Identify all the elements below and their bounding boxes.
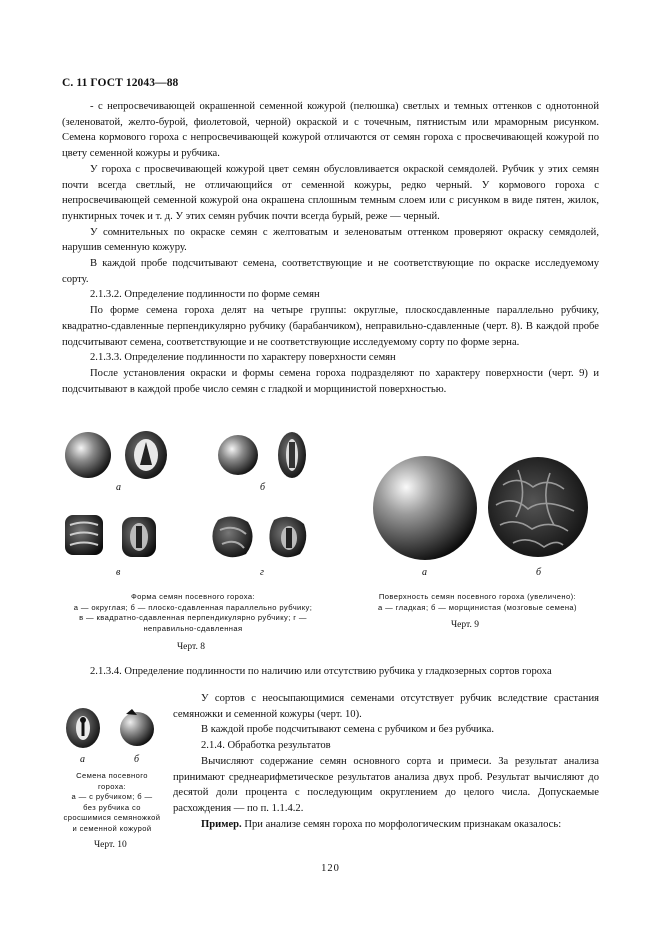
paragraph: - с непросвечивающей окрашенной семенной кожурой (пелюшка) светлых и темных оттенков с однотонной (зеленоватой, желто-бурой, фиолетовой, черной) окраской и с точечным, пятнистым или мраморным рисунком. Семена кормового гороха с непросвечивающей кожурой отличаются от семян гороха с просвечивающей кожурой по цвету семенной кожуры и рубчика.	[62, 101, 599, 160]
section-2134-heading: 2.1.3.4. Определение подлинности по наличию или отсутствию рубчика у гладкозерных сортов гороха	[90, 666, 552, 677]
paragraph: После установления окраски и формы семена гороха подразделяют по характеру поверхности (черт. 9) и подсчитывают в каждой пробе число семян с гладкой и морщинистой поверхностью.	[62, 367, 599, 395]
example-paragraph	[173, 817, 599, 833]
paragraph: У гороха с просвечивающей кожурой цвет семян обусловливается окраской семядолей. Рубчик у этих семян почти всегда светлый, не отличающийся от семенной кожуры, редко черный. У кормового гороха с непросвечивающей семенной кожурой она окрашена сплошным темным слоем или с рисунком в виде пятен, жилок, пунктирных точек и т. д. У этих семян рубчик почти всегда бурый, реже — черный.	[62, 163, 599, 222]
seed-without-hilum	[120, 712, 154, 746]
figure-9-number: Черт. 9	[451, 620, 479, 630]
paragraph: По форме семена гороха делят на четыре группы: округлые, плоскосдавленные параллельно рубчику, квадратно-сдавленные перпендикулярно рубчику (барабанчиком), неправильно-сдавленные (черт. 8). В каждой пробе подсчитывают семена, соответствующие и не соответствующие исследуемому сорту по форме зерна.	[62, 305, 599, 348]
paragraph: В каждой пробе подсчитывают семена, соответствующие и не соответствующие по окраске исследуемому сорту.	[62, 258, 599, 285]
fig9-label-b: б	[536, 567, 542, 578]
figure-8-caption: Форма семян посевного гороха: а — округлая; б — плоско-сдавленная параллельно рубчику; в — квадратно-сдавленная перпендикулярно рубчику; г — неправильно-сдавленная	[73, 592, 313, 633]
seed-flat-1	[218, 435, 258, 475]
fig9-label-a: а	[422, 567, 427, 578]
figure-8-seed-shapes	[60, 420, 325, 580]
page-number: 120	[321, 863, 340, 874]
figure-10-caption: Семена посевного гороха: а — с рубчиком; б — без рубчика со сросшимися семяножкой и семенной кожурой	[63, 771, 161, 833]
section-heading: 2.1.3.2. Определение подлинности по форме семян	[90, 289, 320, 301]
right-column-text	[173, 691, 599, 832]
figure-10-hilum	[62, 707, 162, 749]
figure-10-number: Черт. 10	[94, 840, 127, 850]
seed-smooth	[373, 456, 477, 560]
example-text: При анализе семян гороха по морфологическим признакам оказалось:	[241, 818, 562, 830]
paragraph: У сортов с неосыпающимися семенами отсутствует рубчик вследствие срастания семяножки и семенной кожуры (черт. 10).	[173, 693, 599, 720]
seed-round-1	[65, 432, 111, 478]
example-bold: Пример.	[201, 818, 242, 830]
fig8-label-v: в	[116, 567, 121, 578]
paragraph: В каждой пробе подсчитывают семена с рубчиком и без рубчика.	[201, 724, 495, 736]
figure-8-number: Черт. 8	[177, 642, 205, 652]
main-text	[62, 99, 599, 397]
section-heading: 2.1.3.3. Определение подлинности по характеру поверхности семян	[90, 352, 396, 364]
seed-irregular-1	[212, 516, 252, 557]
fig10-label-a: а	[80, 754, 85, 765]
section-heading: 2.1.4. Обработка результатов	[201, 740, 331, 752]
fig10-label-b: б	[134, 754, 140, 765]
paragraph: У сомнительных по окраске семян с желтоватым и зеленоватым оттенком проверяют окраску семядолей, нарушив семенную кожуру.	[62, 226, 599, 254]
paragraph: Вычисляют содержание семян основного сорта и примеси. За результат анализа принимают среднеарифметическое результатов анализа двух проб. Результат вычисляют до десятой доли процента с последующим округлением до целого числа. Допускаемые расхождения — по п. 1.1.4.2.	[173, 755, 599, 814]
page-header: С. 11 ГОСТ 12043—88	[62, 77, 179, 89]
seed-wrinkled	[488, 457, 588, 557]
fig8-label-a: а	[116, 482, 121, 493]
fig8-label-g: г	[260, 567, 264, 578]
fig8-label-b: б	[260, 482, 266, 493]
figure-9-seed-surfaces	[368, 455, 588, 565]
figure-9-caption: Поверхность семян посевного гороха (увеличено): а — гладкая; б — морщинистая (мозговые семена)	[378, 592, 577, 612]
